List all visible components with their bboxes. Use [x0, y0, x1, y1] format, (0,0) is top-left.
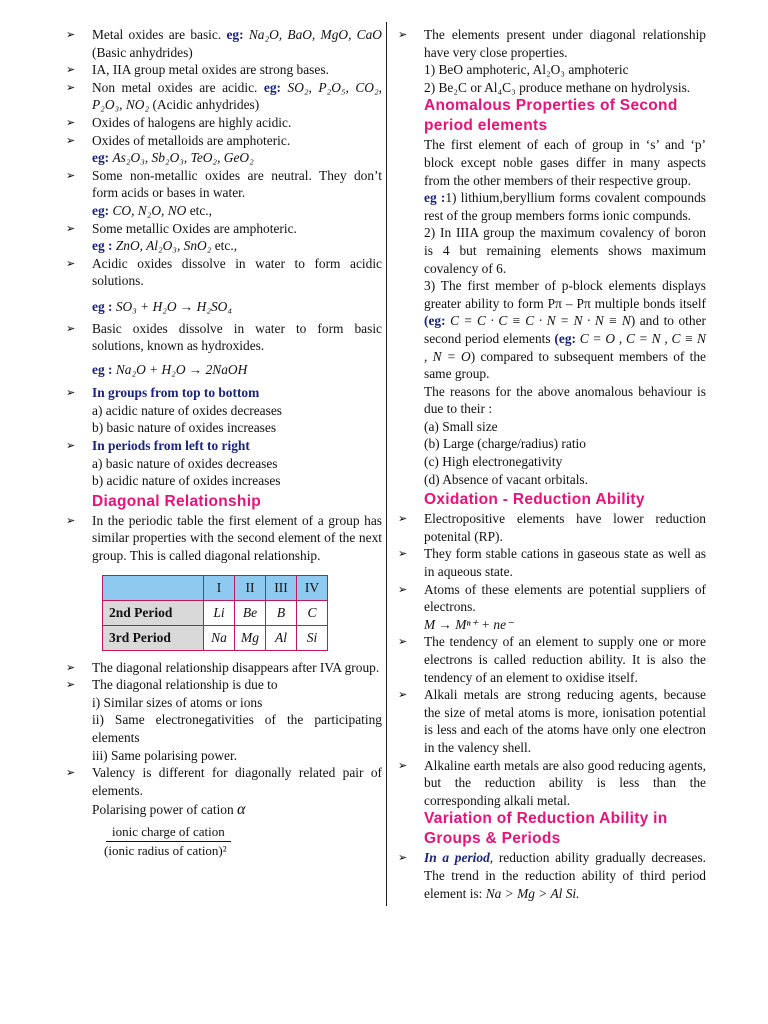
- equation-na2o: eg : Na₂O + H₂O → 2NaOH: [92, 361, 248, 377]
- right-column: [398, 26, 706, 902]
- bullet-nonmetal-oxides: ➢ Non metal oxides are acidic. eg: SO₂, P₂O₅, CO₂, P₂O₃, NO₂ (Acidic anhydrides): [66, 79, 382, 114]
- close-properties-2: 2) Be₂C or Al₄C₃ produce methane on hydrolysis.: [424, 79, 691, 95]
- left-column: [66, 26, 382, 859]
- fraction-denominator: (ionic radius of cation)²: [104, 842, 227, 858]
- reason-c: (c) High electronegativity: [424, 454, 563, 470]
- polarising-power: Polarising power of cation α: [92, 801, 246, 819]
- anomalous-point-2: 2) In IIIA group the maximum covalency of boron is 4 but remaining elements shows maximum covalency of 6.: [424, 225, 706, 276]
- due-to-iii: iii) Same polarising power.: [92, 747, 238, 763]
- table-cell: Al: [266, 625, 297, 650]
- table-cell: Li: [204, 600, 235, 625]
- close-properties-1: 1) BeO amphoteric, Al₂O₃ amphoteric: [424, 62, 629, 78]
- bullet-electropositive: ➢ Electropositive elements have lower reduction potenital (RP).: [398, 510, 706, 545]
- due-to-i: i) Similar sizes of atoms or ions: [92, 694, 263, 710]
- bullet-alkali-metals: ➢ Alkali metals are strong reducing agents, because the size of metal atoms is more, ionisation potential is less and each of the atoms have only one electron in the valency shell.: [398, 686, 706, 756]
- equation-ionisation: M → Mⁿ⁺ + ne⁻: [424, 616, 514, 632]
- row-label: 2nd Period: [103, 600, 204, 625]
- bullet-ia-iia: ➢ IA, IIA group metal oxides are strong bases.: [66, 61, 382, 79]
- bullet-groups-trend: ➢ In groups from top to bottom: [66, 384, 382, 402]
- heading-oxidation-reduction: Oxidation - Reduction Ability: [424, 491, 645, 509]
- row-label: 3rd Period: [103, 625, 204, 650]
- bullet-in-a-period: ➢ In a period, reduction ability gradually decreases. The trend in the reduction ability of third period element is: Na > Mg > Al Si.: [398, 849, 706, 902]
- reason-b: (b) Large (charge/radius) ratio: [424, 436, 586, 452]
- groups-trend-b: b) basic nature of oxides increases: [92, 420, 277, 436]
- bullet-metal-oxides: ➢ Metal oxides are basic. eg: Na₂O, BaO, MgO, CaO (Basic anhydrides): [66, 26, 382, 61]
- bullet-reduction-ability-def: ➢ The tendency of an element to supply one or more electrons is called reduction ability. It is also the tendency of an element to oxidise itself.: [398, 633, 706, 686]
- table-header: II: [235, 575, 266, 600]
- bullet-electron-suppliers: ➢ Atoms of these elements are potential suppliers of electrons.: [398, 581, 706, 616]
- reason-a: (a) Small size: [424, 418, 498, 434]
- bullet-diagonal-due-to: ➢ The diagonal relationship is due to: [66, 676, 382, 694]
- diagonal-table: [102, 575, 328, 651]
- bullet-acidic-oxides-water: ➢ Acidic oxides dissolve in water to form acidic solutions.: [66, 255, 382, 290]
- table-header: III: [266, 575, 297, 600]
- table-header-row: [103, 575, 328, 600]
- table-cell: C: [297, 600, 328, 625]
- table-header: IV: [297, 575, 328, 600]
- heading-anomalous-properties: Anomalous Properties of Second period elements: [424, 97, 678, 135]
- bullet-amphoteric-metal-oxides: ➢ Some metallic Oxides are amphoteric. eg : ZnO, Al₂O₃, SnO₂ etc.,: [66, 220, 382, 255]
- bullet-neutral-oxides: ➢ Some non-metallic oxides are neutral. They don’t form acids or bases in water. eg: CO, N₂O, NO etc.,: [66, 167, 382, 220]
- bullet-basic-oxides-water: ➢ Basic oxides dissolve in water to form basic solutions, known as hydroxides.: [66, 320, 382, 355]
- anomalous-point-1: eg :1) lithium,beryllium forms covalent compounds rest of the group members forms ionic compunds.: [424, 190, 706, 223]
- bullet-periods-trend: ➢ In periods from left to right: [66, 437, 382, 455]
- table-cell: Si: [297, 625, 328, 650]
- diagonal-table-wrap: [102, 575, 382, 651]
- polarising-fraction: [66, 823, 382, 859]
- anomalous-intro: The first element of each of group in ‘s’ and ‘p’ block except noble gases differ in many aspects from the other members of their respective group.: [424, 137, 706, 188]
- column-divider: [386, 22, 387, 906]
- groups-trend-a: a) acidic nature of oxides decreases: [92, 402, 282, 418]
- periods-trend-b: b) acidic nature of oxides increases: [92, 473, 281, 489]
- bullet-metalloid-oxides: ➢ Oxides of metalloids are amphoteric. eg: As₂O₃, Sb₂O₃, TeO₂, GeO₂: [66, 132, 382, 167]
- table-cell: Be: [235, 600, 266, 625]
- table-cell: Mg: [235, 625, 266, 650]
- anomalous-reasons: The reasons for the above anomalous behaviour is due to their :: [424, 383, 706, 417]
- anomalous-point-3: 3) The first member of p-block elements displays greater ability to form Pπ – Pπ multiple bonds itself (eg: C = C · C ≡ C · N = N · N ≡ N) and to other second period elements (eg: C = O , C = N , C ≡ N , N = O) compared to subsequent members of the same group.: [424, 278, 706, 382]
- table-cell: B: [266, 600, 297, 625]
- bullet-halogen-oxides: ➢ Oxides of halogens are highly acidic.: [66, 114, 382, 132]
- heading-variation-reduction: Variation of Reduction Ability in Groups & Periods: [424, 810, 668, 848]
- bullet-diagonal-close-properties: ➢ The elements present under diagonal relationship have very close properties.: [398, 26, 706, 61]
- bullet-alkaline-earth: ➢ Alkaline earth metals are also good reducing agents, but the reduction ability is less than the corresponding alkali metal.: [398, 757, 706, 810]
- table-row: [103, 600, 328, 625]
- table-header: I: [204, 575, 235, 600]
- table-corner: [103, 575, 204, 600]
- reason-d: (d) Absence of vacant orbitals.: [424, 471, 588, 487]
- table-cell: Na: [204, 625, 235, 650]
- due-to-ii: ii) Same electronegativities of the participating elements: [92, 712, 382, 745]
- heading-diagonal-relationship: Diagonal Relationship: [92, 492, 262, 510]
- table-row: [103, 625, 328, 650]
- bullet-diagonal-definition: ➢ In the periodic table the first element of a group has similar properties with the second element of the next group. This is called diagonal relationship.: [66, 512, 382, 565]
- bullet-valency: ➢ Valency is different for diagonally related pair of elements.: [66, 764, 382, 799]
- fraction-numerator: ionic charge of cation: [106, 823, 231, 842]
- periods-trend-a: a) basic nature of oxides decreases: [92, 455, 278, 471]
- bullet-stable-cations: ➢ They form stable cations in gaseous state as well as in aqueous state.: [398, 545, 706, 580]
- equation-so3: eg : SO₃ + H₂O → H₂SO₄: [92, 298, 232, 314]
- bullet-diagonal-disappears: ➢ The diagonal relationship disappears after IVA group.: [66, 659, 382, 677]
